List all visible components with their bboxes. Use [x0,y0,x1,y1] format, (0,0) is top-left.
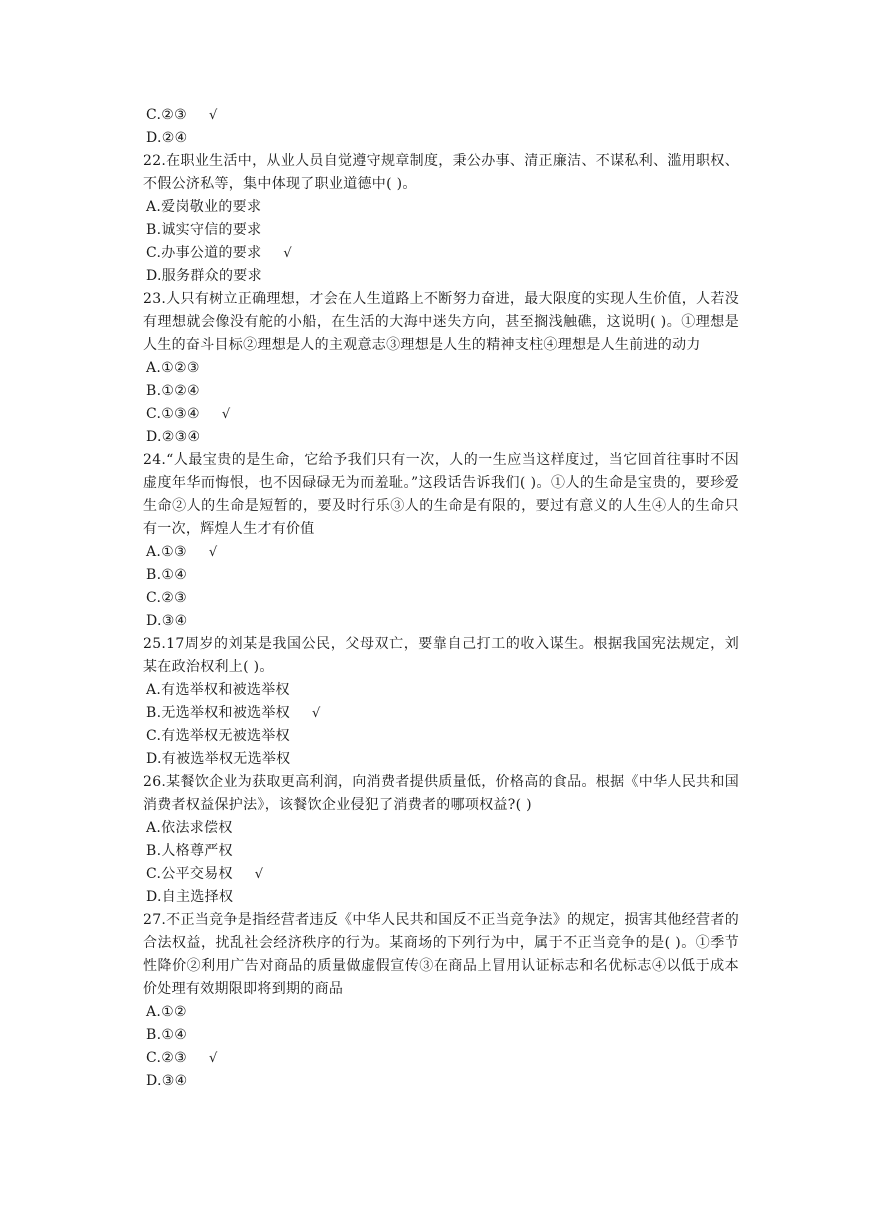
question-stem: 27.不正当竞争是指经营者违反《中华人民共和国反不正当竞争法》的规定，损害其他经营者的合法权益，扰乱社会经济秩序的行为。某商场的下列行为中，属于不正当竞争的是( )。①季节性降价②利用广告对商品的质量做虚假宣传③在商品上冒用认证标志和名优标志④以低于成本价处理有效期限即将到期的商品 [143,912,739,997]
option-text: C.②③ [146,590,187,606]
question-block [143,909,739,1093]
lead-options [143,104,739,150]
option-item [143,679,739,702]
option-item [143,587,739,610]
option-text: C.办事公道的要求 [146,245,262,261]
option-text: B.①②④ [146,383,200,399]
option-text: D.自主选择权 [146,889,234,905]
option-item [143,1047,739,1070]
option-text: D.服务群众的要求 [146,268,262,284]
option-text: D.②④ [146,130,188,146]
correct-mark-icon: √ [221,407,231,422]
option-item [143,403,739,426]
question-stem: 23.人只有树立正确理想，才会在人生道路上不断努力奋进，最大限度的实现人生价值，人若没有理想就会像没有舵的小船，在生活的大海中迷失方向，甚至搁浅触礁，这说明( )。①理想是人生的奋斗目标②理想是人的主观意志③理想是人生的精神支柱④理想是人生前进的动力 [143,291,739,353]
correct-mark-icon: √ [208,1051,218,1066]
option-item [143,702,739,725]
option-item [143,127,739,150]
option-item [143,610,739,633]
option-item [143,219,739,242]
option-item [143,840,739,863]
option-item [143,725,739,748]
question-stem: 26.某餐饮企业为获取更高利润，向消费者提供质量低，价格高的食品。根据《中华人民共和国消费者权益保护法》，该餐饮企业侵犯了消费者的哪项权益?( ) [143,774,739,813]
correct-mark-icon: √ [312,706,321,721]
option-text: C.有选举权无被选举权 [146,728,290,744]
option-text: D.②③④ [146,429,201,445]
option-item [143,426,739,449]
option-item [143,1070,739,1093]
option-item [143,1024,739,1047]
question-block [143,150,739,288]
question-stem: 22.在职业生活中，从业人员自觉遵守规章制度，秉公办事、清正廉洁、不谋私利、滥用职权、不假公济私等，集中体现了职业道德中( )。 [143,153,739,192]
option-text: D.有被选举权无选举权 [146,751,291,767]
option-text: C.②③ [146,107,187,123]
option-text: D.③④ [146,613,188,629]
correct-mark-icon: √ [208,545,218,560]
question-stem: 25.17周岁的刘某是我国公民，父母双亡，要靠自己打工的收入谋生。根据我国宪法规定，刘某在政治权利上( )。 [143,636,739,675]
correct-mark-icon: √ [283,246,292,261]
option-text: C.公平交易权 [146,866,233,882]
option-text: B.无选举权和被选举权 [146,705,291,721]
option-item [143,541,739,564]
question-block [143,449,739,633]
option-item [143,357,739,380]
option-item [143,104,739,127]
correct-mark-icon: √ [208,108,218,123]
option-item [143,265,739,288]
option-item [143,817,739,840]
option-item [143,748,739,771]
option-text: B.诚实守信的要求 [146,222,262,238]
option-item [143,863,739,886]
option-item [143,1001,739,1024]
option-text: C.②③ [146,1050,187,1066]
option-text: D.③④ [146,1073,188,1089]
option-text: A.有选举权和被选举权 [146,682,290,698]
option-item [143,380,739,403]
option-item [143,196,739,219]
option-text: C.①③④ [146,406,200,422]
question-stem: 24.“人最宝贵的是生命，它给予我们只有一次，人的一生应当这样度过，当它回首往事时不因虚度年华而悔恨，也不因碌碌无为而羞耻。”这段话告诉我们( )。①人的生命是宝贵的，要珍爱生命②人的生命是短暂的，要及时行乐③人的生命是有限的，要过有意义的人生④人的生命只有一次，辉煌人生才有价值 [143,452,739,537]
option-text: A.依法求偿权 [146,820,233,836]
option-text: A.①②③ [146,360,200,376]
option-text: A.①② [146,1004,187,1020]
correct-mark-icon: √ [254,867,264,882]
option-text: B.人格尊严权 [146,843,233,859]
option-text: B.①④ [146,567,188,583]
question-block [143,771,739,909]
option-item [143,242,739,265]
option-item [143,886,739,909]
option-text: A.爱岗敬业的要求 [146,199,262,215]
document-page [143,104,739,1093]
option-text: B.①④ [146,1027,188,1043]
question-block [143,288,739,449]
question-block [143,633,739,771]
option-item [143,564,739,587]
option-text: A.①③ [146,544,187,560]
